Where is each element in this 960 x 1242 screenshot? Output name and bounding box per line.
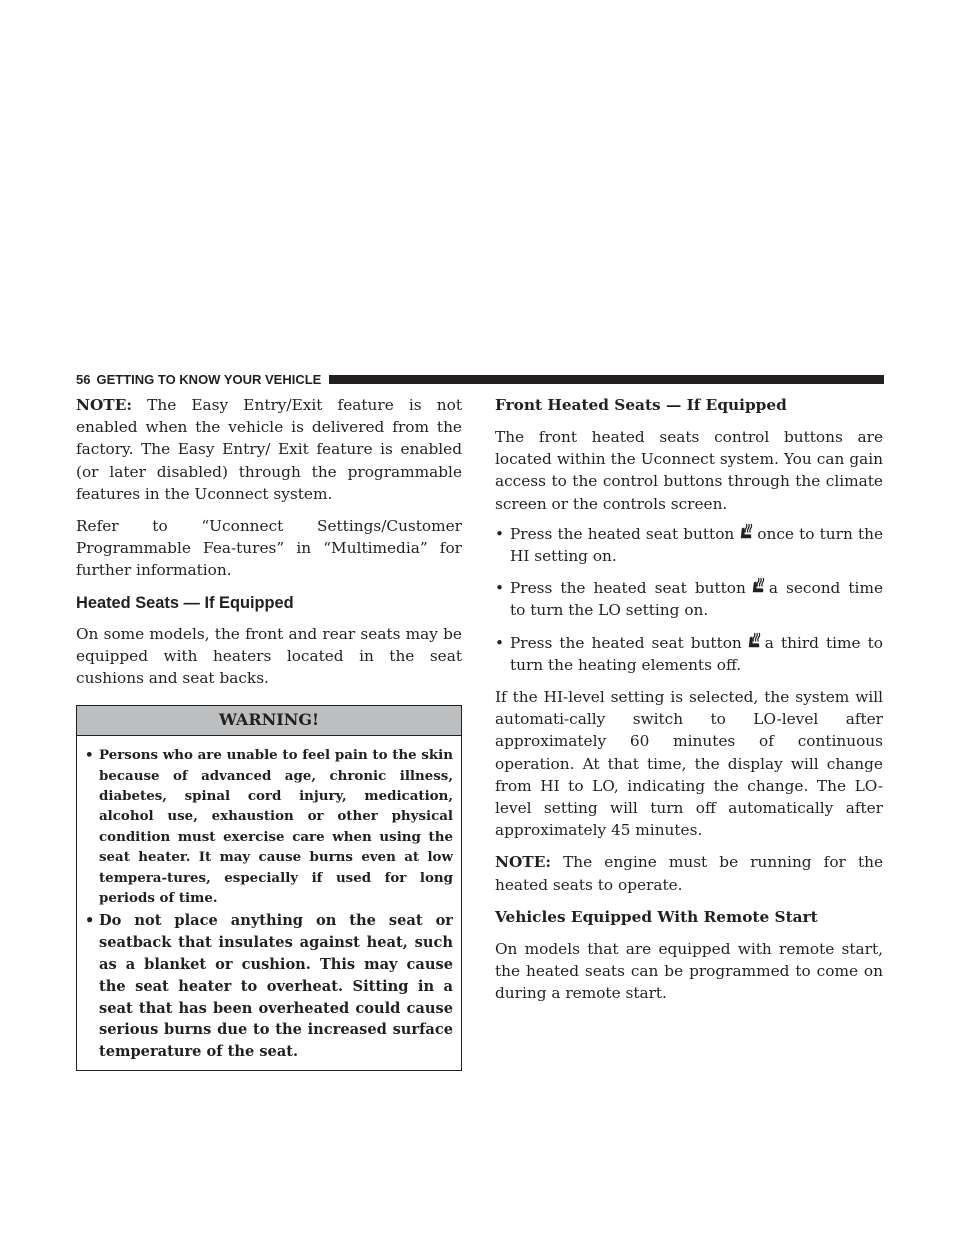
heated-seats-heading: Heated Seats — If Equipped [76, 593, 294, 612]
bullet-icon: • [495, 633, 505, 652]
heated-seats-paragraph: On some models, the front and rear seats may be equipped with heaters located in the seat cushions and seat backs. [76, 624, 462, 688]
note2-label: NOTE: [495, 853, 551, 872]
heated-seat-icon [744, 632, 763, 651]
warning-box [76, 705, 462, 1071]
note2-text: The engine must be running for the heated seats to operate. [495, 853, 883, 894]
right-column [495, 394, 883, 1004]
warning-item: • Do not place anything on the seat or seatback that insulates against heat, such as a blanket or cushion. This may cause the seat heater to overheat. Sitting in a seat that has been overheated could cause serious burns due to the increased surface temperature of the seat. [85, 910, 453, 1063]
bullet-icon: • [85, 747, 94, 764]
note-label: NOTE: [76, 396, 132, 414]
list-item: • Press the heated seat button once to turn the HI setting on. [495, 523, 883, 567]
page-number: 56 [76, 371, 91, 387]
front-heated-seats-heading: Front Heated Seats — If Equipped [495, 396, 787, 414]
remote-start-paragraph: On models that are equipped with remote start, the heated seats can be programmed to come on during a remote start. [495, 939, 883, 1003]
bullet-icon: • [85, 912, 95, 930]
bullet-icon: • [495, 579, 505, 598]
bullet-icon: • [495, 524, 505, 543]
heated-seat-steps [495, 523, 883, 676]
list-item: • Press the heated seat button a second time to turn the LO setting on. [495, 577, 883, 621]
note-paragraph [76, 394, 462, 505]
page-header [76, 369, 884, 389]
remote-start-heading: Vehicles Equipped With Remote Start [495, 907, 818, 926]
warning-item: • Persons who are unable to feel pain to the skin because of advanced age, chronic illness, diabetes, spinal cord injury, medication, alcohol use, exhaustion or other physical condition must exercise care when using the seat heater. It may cause burns even at low tempera-tures, especially if used for long periods of time. [85, 745, 453, 908]
left-column [76, 394, 462, 1071]
header-rule [329, 375, 884, 384]
refer-paragraph: Refer to “Uconnect Settings/Customer Programmable Fea-tures” in “Multimedia” for further information. [76, 517, 462, 580]
note-text: The Easy Entry/Exit feature is not enabled when the vehicle is delivered from the factory. The Easy Entry/ Exit feature is enabled (or later disabled) through the programmable features in the Uconnect system. [76, 396, 462, 503]
warning-title: WARNING! [77, 706, 461, 736]
list-item: • Press the heated seat button a third time to turn the heating elements off. [495, 632, 883, 676]
hi-level-paragraph: If the HI-level setting is selected, the system will automati-cally switch to LO-level after approximately 60 minutes of continuous operation. At that time, the display will change from HI to LO, indicating the change. The LO-level setting will turn off automatically after approximately 45 minutes. [495, 688, 883, 840]
note2-paragraph [495, 851, 883, 895]
front-heated-seats-paragraph: The front heated seats control buttons are located within the Uconnect system. You can gain access to the control buttons through the climate screen or the controls screen. [495, 428, 883, 513]
section-title: GETTING TO KNOW YOUR VEHICLE [96, 371, 322, 387]
heated-seat-icon [736, 523, 755, 542]
heated-seat-icon [748, 577, 767, 596]
